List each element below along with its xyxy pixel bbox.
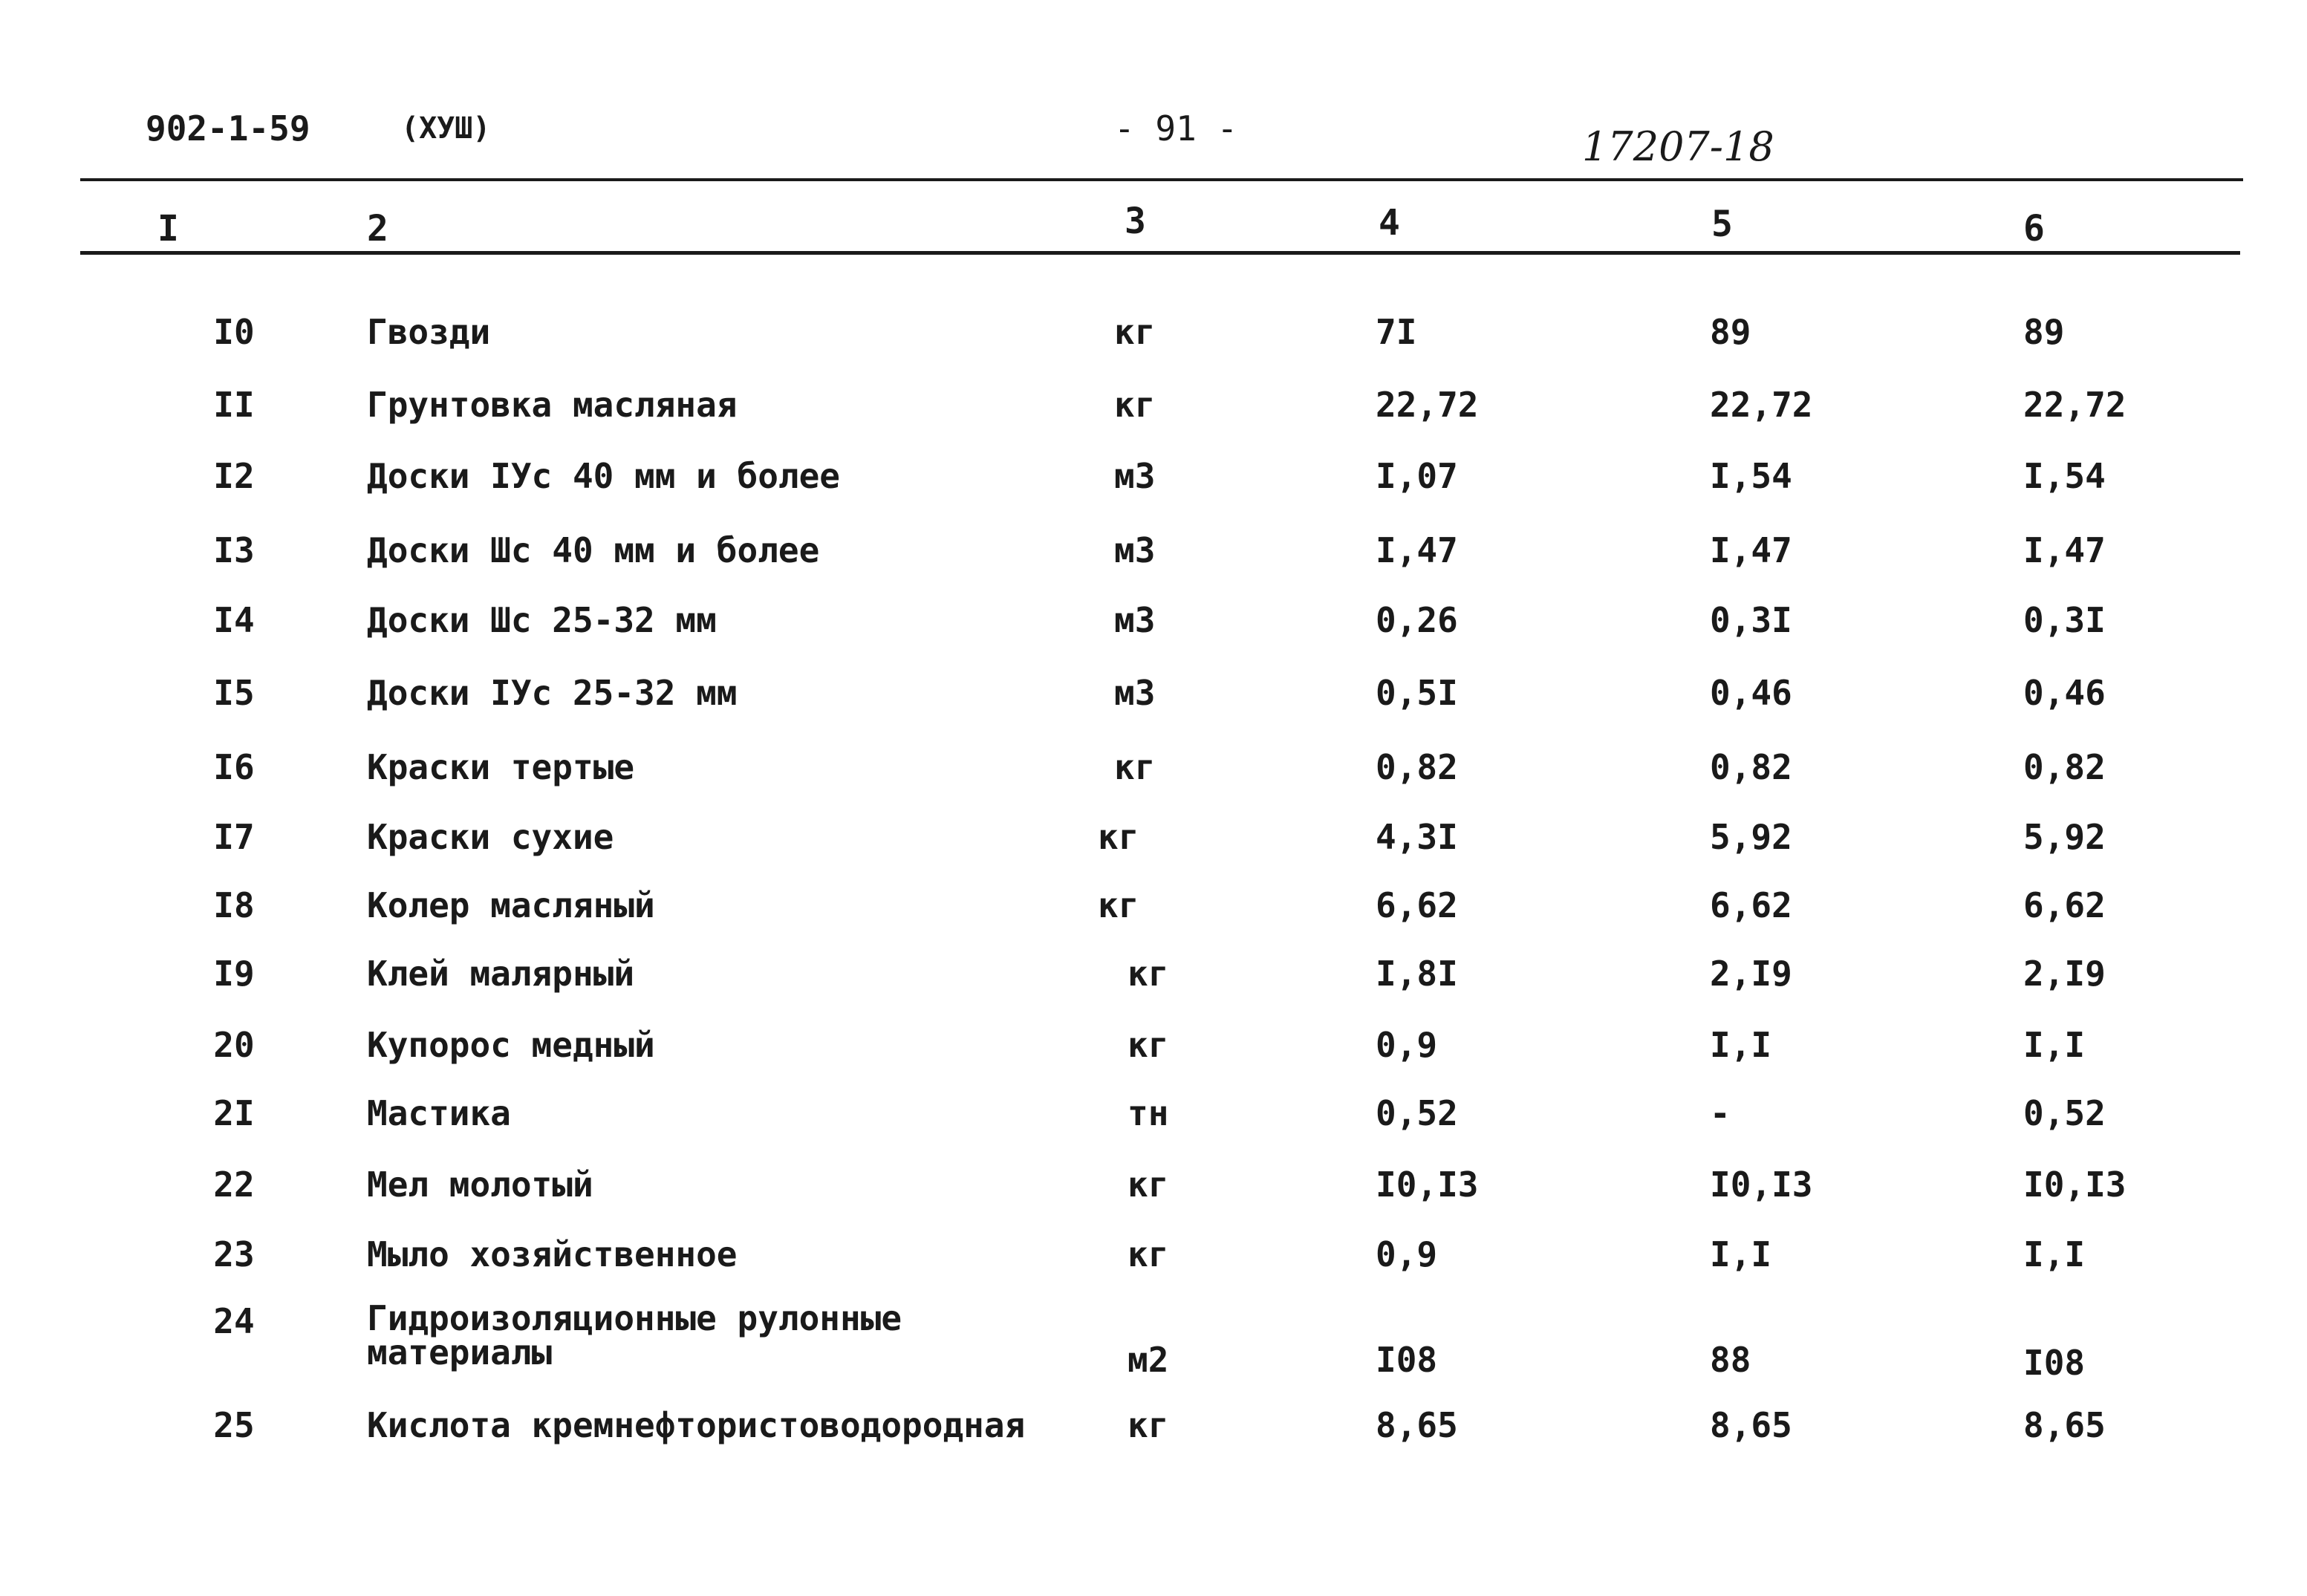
material-name: Доски IУс 25-32 мм — [367, 673, 738, 713]
value-col5: I,I — [1710, 1025, 1772, 1065]
row-number: II — [213, 385, 255, 425]
value-col4: I,8I — [1376, 954, 1458, 994]
unit: м3 — [1114, 530, 1156, 570]
table-row — [0, 1298, 2307, 1383]
table-row — [0, 1405, 2307, 1450]
material-name: Купорос медный — [367, 1025, 655, 1065]
value-col6: 0,52 — [2023, 1093, 2106, 1133]
value-col6: I,I — [2023, 1025, 2086, 1065]
value-col5: 0,82 — [1710, 747, 1792, 787]
table-top-rule — [80, 178, 2243, 181]
unit: м3 — [1114, 673, 1156, 713]
table-row — [0, 530, 2307, 575]
table-row — [0, 817, 2307, 861]
value-col4: 0,9 — [1376, 1025, 1438, 1065]
material-name: Клей малярный — [367, 954, 635, 994]
value-col5: 0,46 — [1710, 673, 1792, 713]
column-header-2: 2 — [367, 208, 388, 250]
value-col6: 89 — [2023, 312, 2065, 352]
material-name: Мыло хозяйственное — [367, 1234, 738, 1274]
row-number: 22 — [213, 1165, 255, 1205]
unit: м2 — [1128, 1340, 1169, 1380]
material-name: Гвозди — [367, 312, 491, 352]
value-col6: 0,82 — [2023, 747, 2106, 787]
material-name: Доски Шс 25-32 мм — [367, 600, 717, 640]
value-col6: 5,92 — [2023, 817, 2106, 857]
document-subcode: (ХУШ) — [401, 111, 491, 146]
value-col4: 8,65 — [1376, 1405, 1458, 1445]
value-col4: 0,5I — [1376, 673, 1458, 713]
value-col5: I0,I3 — [1710, 1165, 1813, 1205]
material-name: Краски тертые — [367, 747, 635, 787]
material-name: Гидроизоляционные рулонные — [367, 1298, 902, 1338]
value-col4: 0,82 — [1376, 747, 1458, 787]
unit: кг — [1114, 747, 1156, 787]
material-name: Мел молотый — [367, 1165, 593, 1205]
value-col6: 0,46 — [2023, 673, 2106, 713]
unit: м3 — [1114, 600, 1156, 640]
material-name: Краски сухие — [367, 817, 614, 857]
table-row — [0, 1093, 2307, 1138]
material-name: Мастика — [367, 1093, 511, 1133]
handwritten-number: 17207-18 — [1582, 123, 1774, 170]
row-number: 2I — [213, 1093, 255, 1133]
unit: кг — [1128, 1405, 1169, 1445]
table-row — [0, 885, 2307, 930]
value-col5: - — [1710, 1093, 1731, 1133]
unit: кг — [1114, 312, 1156, 352]
row-number: I2 — [213, 456, 255, 496]
column-header-5: 5 — [1711, 203, 1733, 245]
row-number: I9 — [213, 954, 255, 994]
value-col5: 6,62 — [1710, 885, 1792, 925]
table-row — [0, 1165, 2307, 1209]
value-col4: I,47 — [1376, 530, 1458, 570]
unit: м3 — [1114, 456, 1156, 496]
value-col6: I,47 — [2023, 530, 2106, 570]
row-number: 23 — [213, 1234, 255, 1274]
value-col6: 8,65 — [2023, 1405, 2106, 1445]
value-col4: 6,62 — [1376, 885, 1458, 925]
column-header-1: I — [157, 208, 179, 250]
row-number: I4 — [213, 600, 255, 640]
row-number: I0 — [213, 312, 255, 352]
unit: кг — [1114, 385, 1156, 425]
value-col4: 7I — [1376, 312, 1417, 352]
value-col4: I,07 — [1376, 456, 1458, 496]
row-number: I8 — [213, 885, 255, 925]
value-col6: I08 — [2023, 1343, 2086, 1383]
row-number: 24 — [213, 1301, 255, 1341]
page-number: - 91 - — [1114, 108, 1238, 149]
value-col5: 8,65 — [1710, 1405, 1792, 1445]
value-col4: 22,72 — [1376, 385, 1479, 425]
material-name: Грунтовка масляная — [367, 385, 738, 425]
unit: кг — [1128, 1165, 1169, 1205]
table-row — [0, 1234, 2307, 1279]
table-row — [0, 1025, 2307, 1069]
table-row — [0, 954, 2307, 998]
value-col6: 0,3I — [2023, 600, 2106, 640]
material-name: Колер масляный — [367, 885, 655, 925]
value-col4: 0,26 — [1376, 600, 1458, 640]
material-name: Доски IУс 40 мм и более — [367, 456, 840, 496]
row-number: I5 — [213, 673, 255, 713]
column-header-6: 6 — [2023, 208, 2045, 250]
unit: кг — [1098, 817, 1139, 857]
table-row — [0, 673, 2307, 717]
value-col6: I,54 — [2023, 456, 2106, 496]
value-col6: 2,I9 — [2023, 954, 2106, 994]
value-col4: 0,52 — [1376, 1093, 1458, 1133]
value-col5: I,47 — [1710, 530, 1792, 570]
value-col6: I0,I3 — [2023, 1165, 2127, 1205]
row-number: 20 — [213, 1025, 255, 1065]
value-col4: I0,I3 — [1376, 1165, 1479, 1205]
value-col5: 88 — [1710, 1340, 1751, 1380]
table-row — [0, 747, 2307, 792]
unit: кг — [1128, 954, 1169, 994]
value-col5: 22,72 — [1710, 385, 1813, 425]
value-col6: 6,62 — [2023, 885, 2106, 925]
table-row — [0, 600, 2307, 645]
value-col5: I,I — [1710, 1234, 1772, 1274]
value-col5: 2,I9 — [1710, 954, 1792, 994]
material-name-continued: материалы — [367, 1332, 553, 1372]
unit: кг — [1128, 1025, 1169, 1065]
document-code: 902-1-59 — [146, 108, 310, 149]
material-name: Доски Шс 40 мм и более — [367, 530, 820, 570]
table-row — [0, 312, 2307, 356]
value-col5: 5,92 — [1710, 817, 1792, 857]
row-number: 25 — [213, 1405, 255, 1445]
unit: кг — [1098, 885, 1139, 925]
table-row — [0, 456, 2307, 501]
value-col5: 0,3I — [1710, 600, 1792, 640]
row-number: I7 — [213, 817, 255, 857]
unit: тн — [1128, 1093, 1169, 1133]
unit: кг — [1128, 1234, 1169, 1274]
row-number: I6 — [213, 747, 255, 787]
value-col4: 0,9 — [1376, 1234, 1438, 1274]
column-header-3: 3 — [1125, 201, 1146, 242]
table-row — [0, 385, 2307, 429]
value-col5: 89 — [1710, 312, 1751, 352]
value-col4: 4,3I — [1376, 817, 1458, 857]
value-col4: I08 — [1376, 1340, 1438, 1380]
value-col5: I,54 — [1710, 456, 1792, 496]
row-number: I3 — [213, 530, 255, 570]
column-header-4: 4 — [1379, 202, 1400, 244]
value-col6: 22,72 — [2023, 385, 2127, 425]
value-col6: I,I — [2023, 1234, 2086, 1274]
material-name: Кислота кремнефтористоводородная — [367, 1405, 1026, 1445]
table-header-rule — [80, 251, 2240, 255]
